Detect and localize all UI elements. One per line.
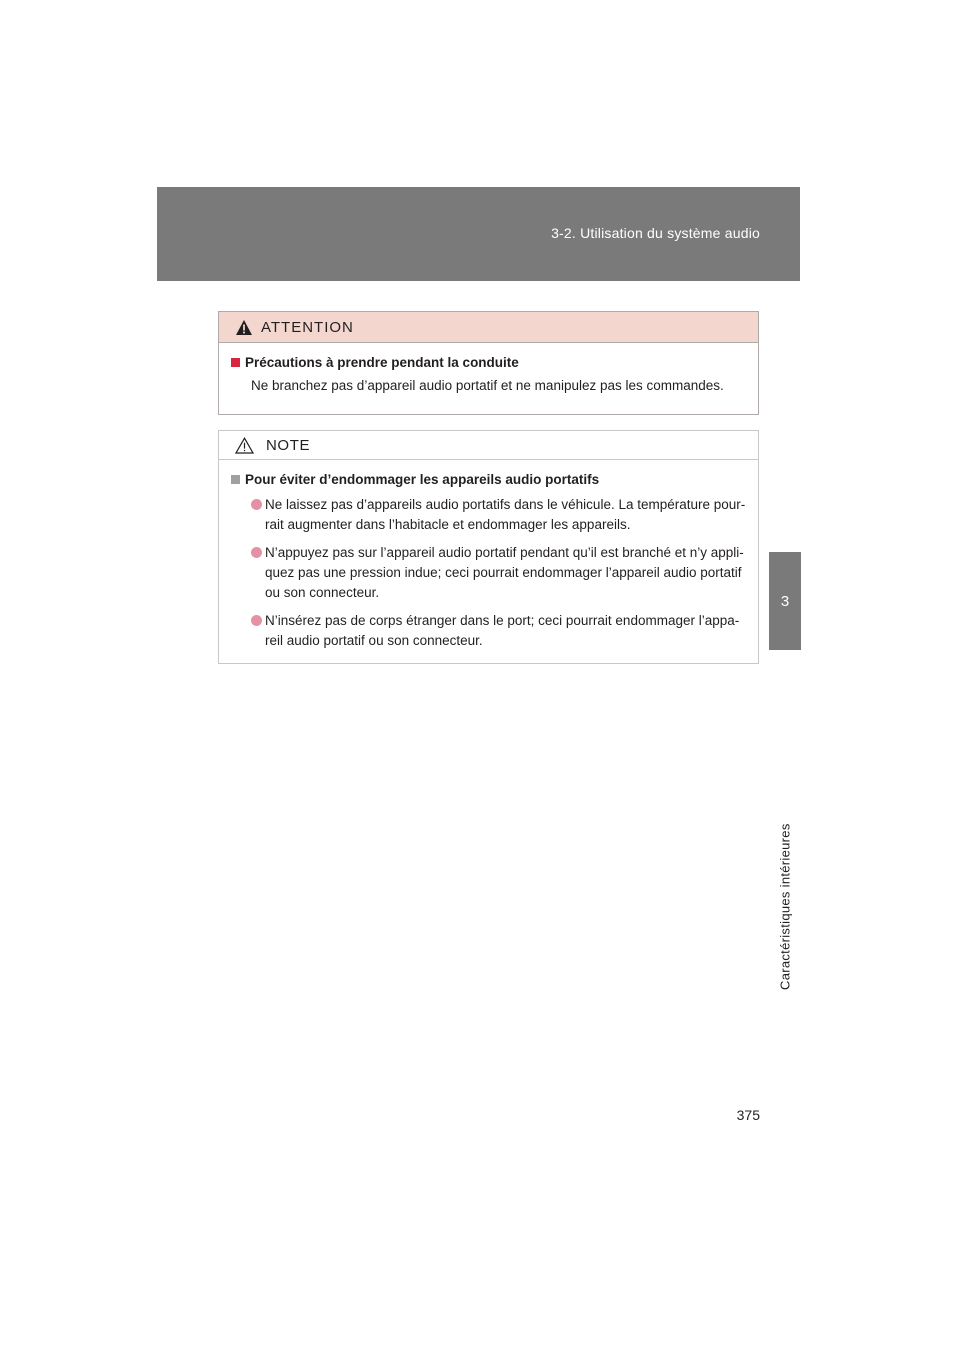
chapter-tab: [769, 552, 801, 650]
bullet-dot-icon: [251, 499, 262, 510]
warning-text: Ne branchez pas d’appareil audio portatif et ne manipulez pas les commandes.: [251, 378, 724, 393]
note-header: [219, 431, 758, 460]
caution-triangle-icon: [235, 437, 254, 454]
note-bullet-text: N’appuyez pas sur l’appareil audio portatif pendant qu’il est branché et n’y appli-quez pas une pression indue; ceci pourrait endommager l’appareil audio portatif ou son connecteur.: [265, 545, 744, 600]
note-heading: [231, 472, 746, 487]
note-body: [219, 460, 758, 651]
note-bullet-text: N’insérez pas de corps étranger dans le port; ceci pourrait endommager l’appa-reil audio portatif ou son connecteur.: [265, 613, 740, 648]
red-square-icon: [231, 358, 240, 367]
warning-header: [219, 312, 758, 343]
warning-box: [218, 311, 759, 415]
warning-body: [219, 343, 758, 396]
section-title: 3-2. Utilisation du système audio: [551, 225, 760, 241]
note-box: [218, 430, 759, 664]
note-bullet: [251, 543, 746, 603]
warning-heading-text: Précautions à prendre pendant la conduite: [245, 355, 519, 370]
bullet-dot-icon: [251, 615, 262, 626]
note-title: NOTE: [266, 436, 311, 454]
bullet-dot-icon: [251, 547, 262, 558]
chapter-number: 3: [780, 592, 790, 610]
note-bullet: [251, 611, 746, 651]
note-heading-text: Pour éviter d’endommager les appareils audio portatifs: [245, 472, 600, 487]
header-band: [157, 187, 800, 281]
gray-square-icon: [231, 475, 240, 484]
warning-title: ATTENTION: [261, 318, 354, 336]
chapter-title: Caractéristiques intérieures: [777, 823, 793, 990]
warning-triangle-icon: [235, 319, 253, 336]
warning-heading: [231, 355, 746, 370]
note-bullet-text: Ne laissez pas d’appareils audio portatifs dans le véhicule. La température pour-rait augmenter dans l’habitacle et endommager les appareils.: [265, 497, 746, 532]
note-bullet: [251, 495, 746, 535]
page-number: 375: [736, 1107, 760, 1123]
